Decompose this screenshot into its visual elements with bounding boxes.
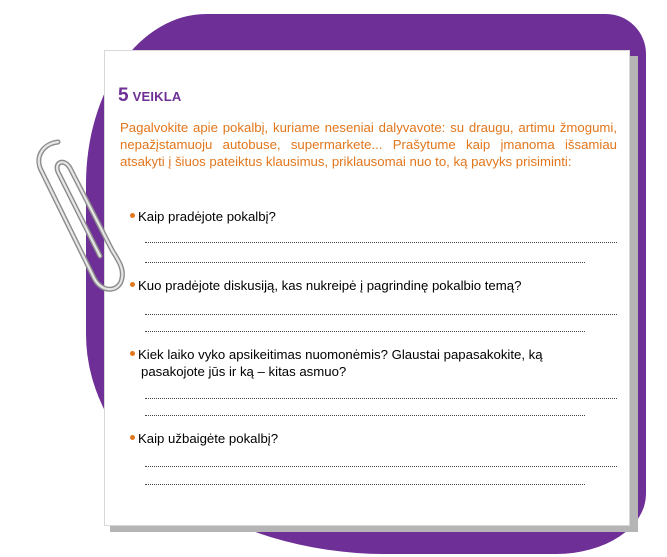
question-4-text: Kaip užbaigėte pokalbį? — [138, 431, 279, 446]
question-4 — [130, 430, 610, 447]
activity-label: VEIKLA — [132, 89, 182, 104]
answer-line-1b[interactable] — [145, 262, 585, 263]
instructions-text: Pagalvokite apie pokalbį, kuriame neseniai dalyvavote: su draugu, artimu žmogumi, nepažįstamuoju autobuse, supermarkete... Prašytume kaip įmanoma išsamiau atsakyti į šiuos pateiktus klausimus, priklausomai nuo to, ką pavyks prisiminti: — [120, 120, 617, 169]
answer-line-1a[interactable] — [145, 242, 617, 243]
bullet-icon — [130, 282, 135, 287]
answer-line-2a[interactable] — [145, 314, 617, 315]
question-2 — [130, 277, 610, 294]
question-3 — [130, 346, 610, 380]
answer-line-4b[interactable] — [145, 484, 585, 485]
bullet-icon — [130, 351, 135, 356]
answer-line-2b[interactable] — [145, 331, 585, 332]
answer-line-3a[interactable] — [145, 398, 617, 399]
answer-line-3b[interactable] — [145, 415, 585, 416]
bullet-icon — [130, 435, 135, 440]
question-1 — [130, 208, 610, 225]
activity-title — [118, 85, 181, 107]
question-2-text: Kuo pradėjote diskusiją, kas nukreipė į pagrindinę pokalbio temą? — [138, 278, 522, 293]
paperclip-icon — [20, 128, 130, 308]
question-3-text-line1: Kiek laiko vyko apsikeitimas nuomonėmis? Glaustai papasakokite, ką — [138, 347, 543, 362]
answer-line-4a[interactable] — [145, 466, 617, 467]
activity-number: 5 — [118, 85, 129, 106]
bullet-icon — [130, 213, 135, 218]
question-1-text: Kaip pradėjote pokalbį? — [138, 209, 276, 224]
question-3-text-line2: pasakojote jūs ir ką – kitas asmuo? — [141, 364, 347, 379]
